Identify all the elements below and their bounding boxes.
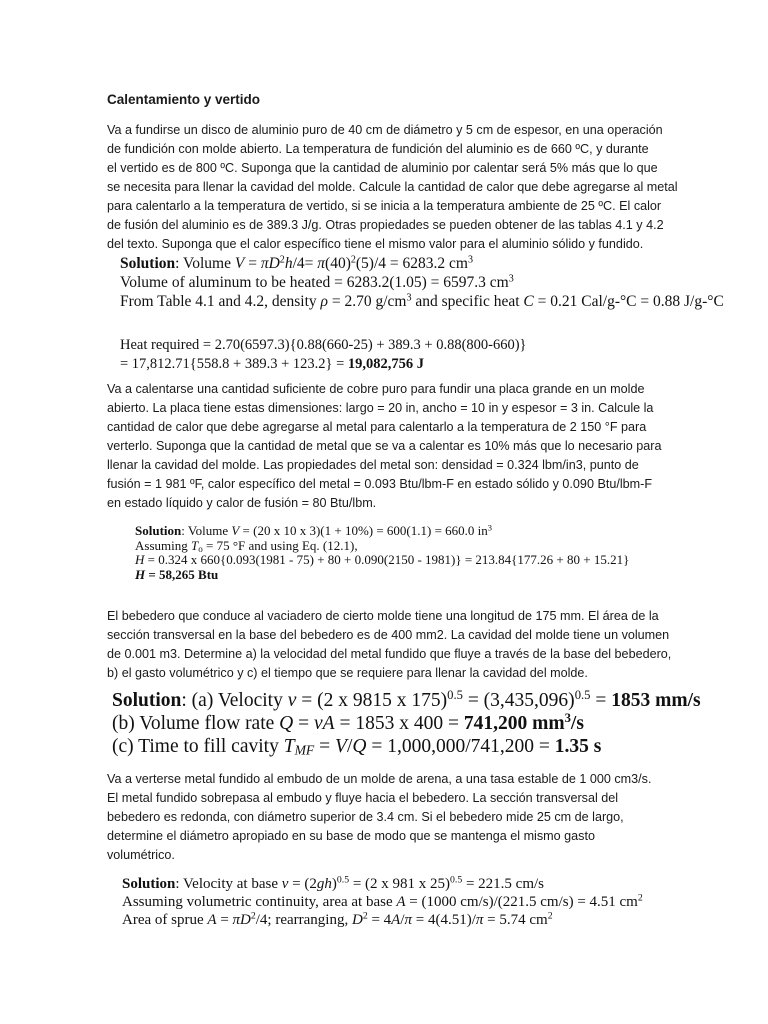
solution-label: Solution bbox=[135, 523, 182, 538]
solution-1-heat-result-line: = 17,812.71{558.8 + 389.3 + 123.2} = 19,082,756 J bbox=[120, 355, 425, 372]
problem-3-solution bbox=[112, 689, 701, 758]
problem-2-solution bbox=[135, 524, 629, 582]
problem-2-line: Va a calentarse una cantidad suficiente de cobre puro para fundir una placa grande en un molde bbox=[107, 382, 645, 396]
problem-2-text bbox=[107, 380, 661, 513]
problem-1-line: se necesita para llenar la cavidad del molde. Calcule la cantidad de calor que debe agregarse al metal bbox=[107, 180, 678, 194]
problem-1-line: de fundición con molde abierto. La temperatura de fundición del aluminio es de 660 ºC, y durante bbox=[107, 142, 649, 156]
problem-4-line: El metal fundido sobrepasa al embudo y fluye hacia el bebedero. La sección transversal del bbox=[107, 791, 619, 805]
solution-2-result-line: H = 58,265 Btu bbox=[135, 566, 219, 582]
problem-3-text bbox=[107, 607, 671, 683]
problem-2-line: en estado líquido y calor de fusión = 80 Btu/lbm. bbox=[107, 496, 377, 510]
solution-2-assuming-line: Assuming $T_o = 75$ °F and using Eq. (12.1), bbox=[135, 537, 358, 554]
solution-4-velocity-line: Solution: Velocity at base $v = (2gh)^{0.5} = (2$ x 981 x 25)$^{0.5}$ = 221.5 cm/s bbox=[122, 874, 544, 892]
problem-3-line: de 0.001 m3. Determine a) la velocidad del metal fundido que fluye a través de la base del bebedero, bbox=[107, 647, 672, 661]
problem-4-solution bbox=[122, 875, 643, 929]
problem-4-line: determine el diámetro apropiado en su base de modo que se mantenga el mismo gasto bbox=[107, 829, 595, 843]
problem-1-line: Va a fundirse un disco de aluminio puro de 40 cm de diámetro y 5 cm de espesor, en una operación bbox=[107, 123, 663, 137]
problem-2-line: abierto. La placa tiene estas dimensiones: largo = 20 in, ancho = 10 in y espesor = 3 in. Calcule la bbox=[107, 401, 654, 415]
problem-4-line: bebedero es redonda, con diámetro superior de 3.4 cm. Si el bebedero mide 25 cm de largo, bbox=[107, 810, 624, 824]
problem-1-solution bbox=[120, 254, 724, 311]
problem-3-line: El bebedero que conduce al vaciadero de cierto molde tiene una longitud de 175 mm. El área de la bbox=[107, 609, 659, 623]
solution-label: Solution bbox=[112, 690, 182, 711]
solution-1-table-line: From Table 4.1 and 4.2, density ρ = 2.70 $g/cm^3$ and specific heat C = 0.21 Cal/g-°C = 0.88 J/g-°C bbox=[120, 292, 724, 310]
solution-1-volume-value: 6283.2 cm bbox=[402, 255, 468, 272]
solution-1-heated-line: Volume of aluminum to be heated = 6283.2(1.05) = 6597.3 $cm^3$ bbox=[120, 273, 514, 291]
solution-1-result: 19,082,756 J bbox=[347, 355, 425, 372]
solution-3-flow-result: 741,200 mm bbox=[463, 713, 565, 734]
solution-3-velocity-line: Solution: (a) Velocity v = (2 x 9815 x $175)^{0.5} = (3,435,096)^{0.5} = 1853$ mm/s bbox=[112, 688, 701, 711]
problem-4-line: volumétrico. bbox=[107, 848, 175, 862]
problem-2-line: llenar la cavidad del molde. Las propiedades del metal son: densidad = 0.324 lbm/in3, punto de bbox=[107, 458, 639, 472]
solution-2-h-line: H = 0.324 x 660{0.093(1981 - 75) + 80 + 0.090(2150 - 1981)} = 213.84{177.26 + 80 + 15.21} bbox=[135, 552, 630, 567]
problem-2-line: fusión = 1 981 ºF, calor específico del metal = 0.093 Btu/lbm-F en estado sólido y 0.090 Btu/lbm-F bbox=[107, 477, 653, 491]
problem-4-text bbox=[107, 770, 651, 865]
problem-2-line: cantidad de calor que debe agregarse al metal para calentarlo a la temperatura de 2 150 °F para bbox=[107, 420, 647, 434]
problem-1-line: del texto. Suponga que el calor específico tiene el mismo valor para el aluminio sólido y fundido. bbox=[107, 237, 644, 251]
solution-3-velocity-result: 1853 mm/s bbox=[611, 690, 701, 711]
solution-4-continuity-line: Assuming volumetric continuity, area at base A = (1000 cm/s)/(221.5 cm/s) = 4.51 $cm^2$ bbox=[122, 892, 643, 910]
problem-1-heat-calculation bbox=[120, 336, 527, 373]
problem-1-line: el vertido es de 800 ºC. Suponga que la cantidad de aluminio por calentar será 5% más que lo que bbox=[107, 161, 658, 175]
problem-1-line: para calentarlo a la temperatura de vertido, si se inicia a la temperatura ambiente de 25 ºC. El calor bbox=[107, 199, 662, 213]
problem-4-line: Va a verterse metal fundido al embudo de un molde de arena, a una tasa estable de 1 000 cm3/s. bbox=[107, 772, 652, 786]
solution-2-result: = 58,265 Btu bbox=[148, 566, 219, 582]
solution-label: Solution bbox=[120, 255, 176, 272]
problem-3-line: sección transversal en la base del bebedero es de 400 mm2. La cavidad del molde tiene un volumen bbox=[107, 628, 670, 642]
solution-1-heat-line: Heat required = 2.70(6597.3){0.88(660-25) + 389.3 + 0.88(800-660)} bbox=[120, 337, 527, 353]
problem-3-line: b) el gasto volumétrico y c) el tiempo que se requiere para llenar la cavidad del molde. bbox=[107, 666, 588, 680]
section-heading: Calentamiento y vertido bbox=[107, 92, 261, 107]
solution-label: Solution bbox=[122, 876, 176, 892]
solution-1-volume-line: Solution: Volume $V = \pi D^2h/4= \pi(40)^2(5)/4 = 6283.2$ $cm^3$ bbox=[120, 254, 473, 272]
solution-2-volume-line: Solution: Volume V = (20 x 10 x 3)(1 + 10%) = 600(1.1) = 660.0 $in^3$ bbox=[135, 522, 493, 538]
solution-4-area-line: Area of sprue $A = \pi D^2/4$; rearranging, $D^2 = 4A/\pi = 4(4.51)/\pi = 5.74$ $cm^2$ bbox=[122, 910, 553, 928]
problem-1-text bbox=[107, 121, 678, 254]
problem-2-line: verterlo. Suponga que la cantidad de metal que se va a calentar es 10% más que lo necesario para bbox=[107, 439, 662, 453]
problem-1-line: de fusión del aluminio es de 389.3 J/g. Otras propiedades se pueden obtener de las tablas 4.1 y 4.2 bbox=[107, 218, 664, 232]
solution-3-time-line: (c) Time to fill cavity $T_{MF} = V/Q = 1,000,000/741,200 = 1.35$ s bbox=[112, 736, 602, 758]
solution-3-time-result: 1.35 s bbox=[554, 736, 602, 757]
solution-3-flow-line: (b) Volume flow rate Q = vA = 1853 x 400 = 741,200 $mm^3/s$ bbox=[112, 711, 584, 734]
